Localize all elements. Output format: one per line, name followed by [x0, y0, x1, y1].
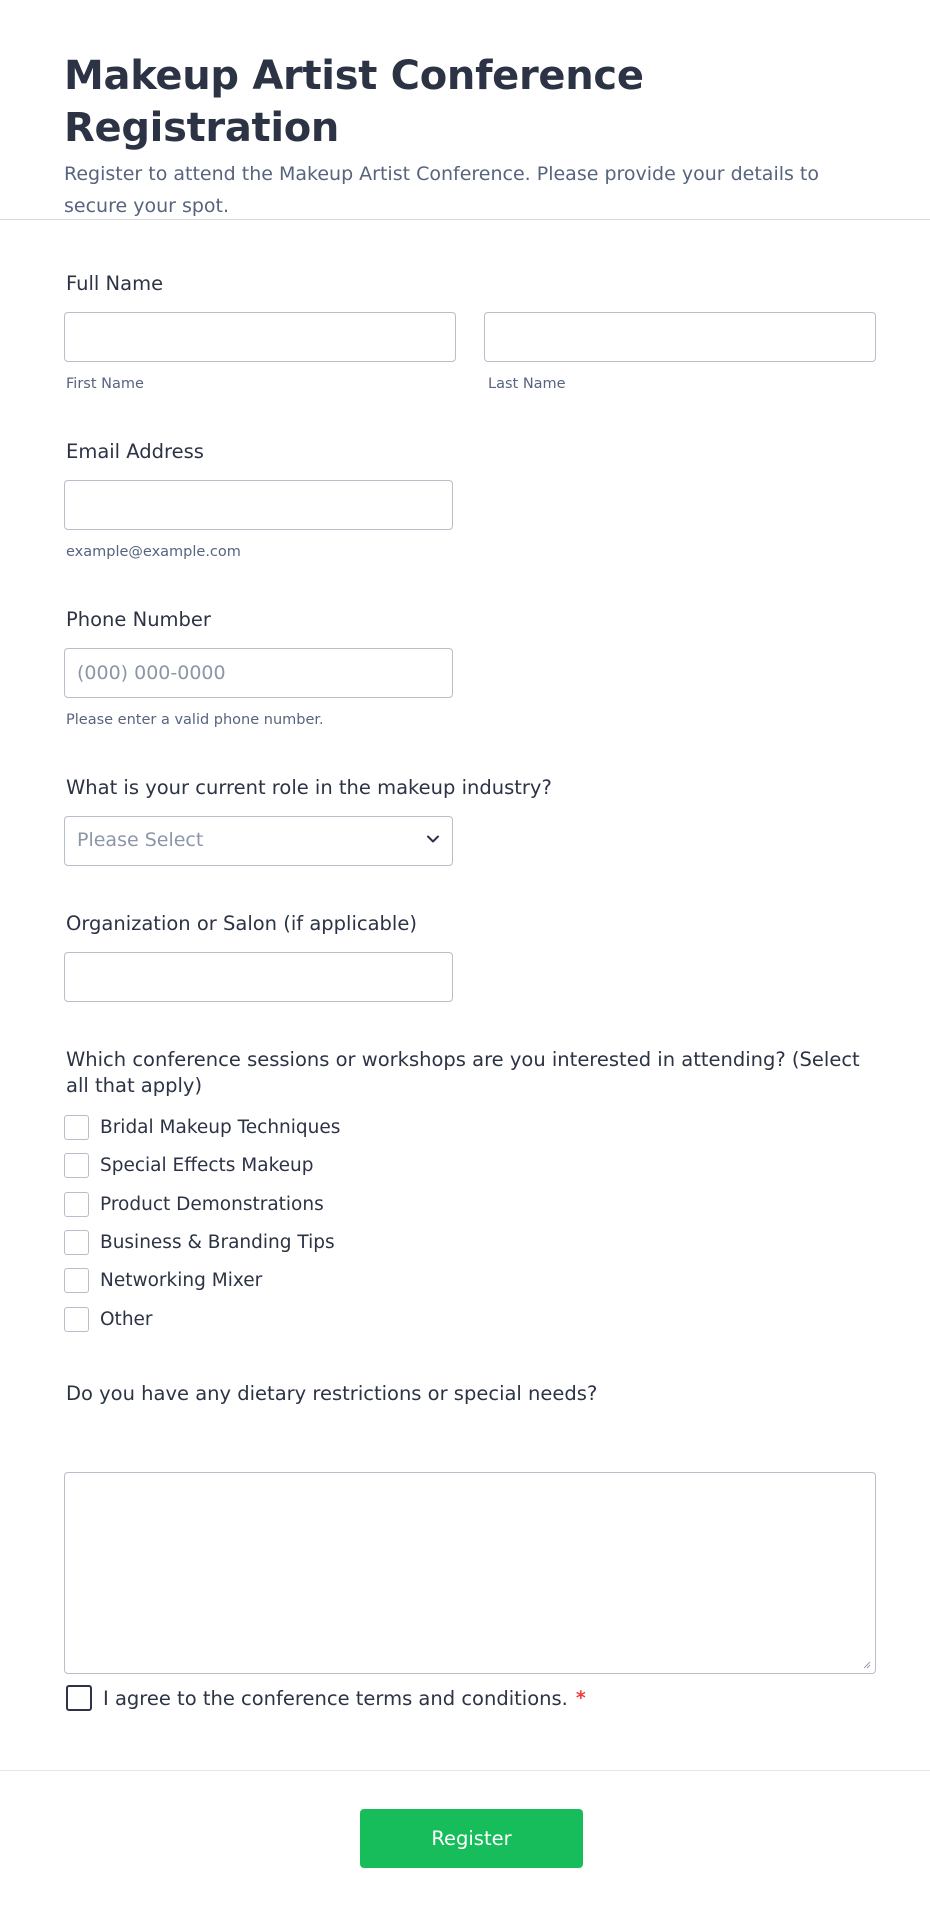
- page-title: Makeup Artist Conference Registration: [64, 53, 644, 151]
- session-checkbox[interactable]: [64, 1230, 89, 1255]
- session-option[interactable]: [64, 1267, 262, 1293]
- role-label: What is your current role in the makeup industry?: [66, 776, 552, 799]
- terms-checkbox[interactable]: [66, 1685, 92, 1711]
- last-name-sublabel: Last Name: [488, 376, 566, 392]
- register-button[interactable]: Register: [360, 1809, 583, 1868]
- session-option[interactable]: [64, 1152, 314, 1178]
- session-option[interactable]: [64, 1306, 153, 1332]
- form-footer: [0, 1770, 930, 1916]
- organization-label: Organization or Salon (if applicable): [66, 912, 417, 935]
- session-option[interactable]: [64, 1191, 324, 1217]
- session-checkbox[interactable]: [64, 1307, 89, 1332]
- form-body: [0, 220, 930, 1710]
- terms-label: I agree to the conference terms and conditions.: [103, 1686, 568, 1710]
- session-option[interactable]: [64, 1229, 335, 1255]
- full-name-label: [64, 271, 163, 297]
- session-checkbox[interactable]: [64, 1268, 89, 1293]
- session-option-label: Bridal Makeup Techniques: [100, 1116, 341, 1138]
- session-checkbox[interactable]: [64, 1153, 89, 1178]
- role-select[interactable]: [64, 816, 453, 866]
- resize-grip-icon[interactable]: [863, 1661, 871, 1669]
- session-option-label: Special Effects Makeup: [100, 1154, 314, 1176]
- first-name-sublabel: First Name: [66, 376, 144, 392]
- email-sublabel: example@example.com: [66, 544, 241, 560]
- dietary-textarea[interactable]: [64, 1472, 876, 1674]
- organization-input[interactable]: [64, 952, 453, 1002]
- sessions-label: Which conference sessions or workshops are you interested in attending? (Select all that apply): [66, 1048, 860, 1097]
- email-label: Email Address: [66, 440, 204, 463]
- full-name-label-text: Full Name: [66, 272, 164, 295]
- phone-label: Phone Number: [66, 608, 211, 631]
- phone-input[interactable]: [64, 648, 453, 698]
- required-marker: *: [575, 1687, 586, 1709]
- session-option-label: Product Demonstrations: [100, 1193, 324, 1215]
- session-option-label: Business & Branding Tips: [100, 1231, 335, 1253]
- session-option-label: Other: [100, 1308, 153, 1330]
- email-input[interactable]: [64, 480, 453, 530]
- session-option[interactable]: [64, 1114, 340, 1140]
- page-subtitle: Register to attend the Makeup Artist Conference. Please provide your details to secure your spot.: [64, 163, 820, 217]
- role-select-value: Please Select: [77, 829, 204, 851]
- phone-sublabel: Please enter a valid phone number.: [66, 712, 324, 728]
- session-checkbox[interactable]: [64, 1192, 89, 1217]
- chevron-down-icon: [426, 832, 440, 846]
- form-header: [0, 0, 930, 220]
- first-name-input[interactable]: [64, 312, 456, 362]
- dietary-label: Do you have any dietary restrictions or special needs?: [66, 1382, 598, 1405]
- terms-row[interactable]: [66, 1684, 586, 1712]
- session-option-label: Networking Mixer: [100, 1269, 263, 1291]
- session-checkbox[interactable]: [64, 1115, 89, 1140]
- last-name-input[interactable]: [484, 312, 876, 362]
